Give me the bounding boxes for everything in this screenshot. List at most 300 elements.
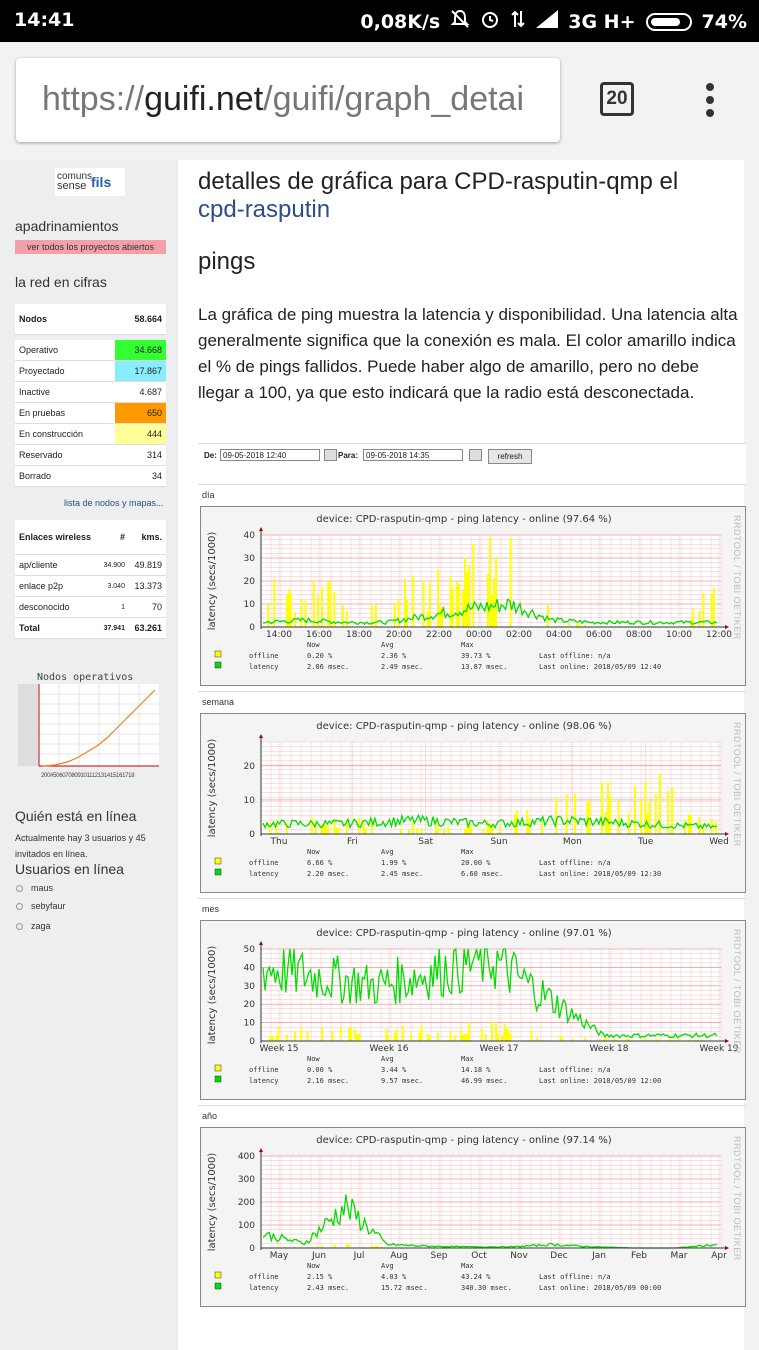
x-tick-label: Aug bbox=[390, 1251, 408, 1261]
offline-bar bbox=[576, 623, 578, 627]
offline-bar bbox=[491, 595, 493, 627]
offline-legend-label: offline bbox=[249, 859, 279, 867]
graph-section-label: año bbox=[202, 1111, 218, 1121]
page-title bbox=[198, 168, 738, 224]
offline-bar bbox=[458, 584, 460, 627]
signal-icon bbox=[536, 10, 558, 33]
offline-bar bbox=[437, 828, 439, 834]
offline-avg-value: 2.36 % bbox=[381, 652, 407, 660]
x-tick-label: 08:00 bbox=[626, 630, 652, 640]
logo-text-3: fils bbox=[91, 174, 112, 190]
offline-bar bbox=[634, 786, 636, 834]
offline-bar bbox=[346, 1244, 348, 1248]
offline-bar bbox=[649, 801, 651, 834]
link-row bbox=[15, 555, 166, 576]
section-divider bbox=[198, 484, 746, 485]
offline-bar bbox=[559, 1035, 561, 1041]
offline-bar bbox=[715, 822, 717, 834]
offline-bar bbox=[468, 565, 470, 627]
offline-bar bbox=[288, 589, 290, 627]
latency-avg-value: 9.57 msec. bbox=[381, 1077, 424, 1085]
y-tick-label: 30 bbox=[243, 554, 255, 564]
offline-bar bbox=[313, 581, 315, 627]
offline-bar bbox=[497, 1033, 499, 1041]
browser-toolbar bbox=[0, 42, 759, 160]
from-calendar-icon[interactable] bbox=[324, 449, 337, 461]
latency-now-value: 2.20 msec. bbox=[307, 870, 350, 878]
offline-bar bbox=[462, 1035, 464, 1041]
ping-latency-graph bbox=[200, 920, 746, 1100]
offline-bar bbox=[443, 828, 445, 834]
rrdtool-credit: RRDTOOL / TOBI OETIKER bbox=[732, 515, 742, 640]
node-link[interactable]: cpd-rasputin bbox=[198, 196, 331, 223]
offline-bar bbox=[628, 813, 630, 834]
clock: 14:41 bbox=[14, 9, 75, 31]
refresh-button[interactable]: refresh bbox=[488, 449, 532, 464]
node-status-table bbox=[15, 340, 166, 487]
x-tick-label: 00:00 bbox=[466, 630, 492, 640]
y-tick-label: 50 bbox=[243, 945, 255, 955]
rrdtool-credit: RRDTOOL / TOBI OETIKER bbox=[732, 1136, 742, 1261]
offline-bar bbox=[325, 827, 327, 834]
legend-head-now: Now bbox=[307, 1055, 320, 1063]
url-path: /guifi/graph_detai bbox=[263, 80, 525, 118]
graph-svg bbox=[201, 507, 747, 687]
graph-section-label: semana bbox=[202, 697, 235, 707]
offline-bar bbox=[485, 1034, 487, 1041]
open-projects-button[interactable]: ver todos los proyectos abiertos bbox=[15, 240, 166, 254]
latency-now-value: 2.06 msec. bbox=[307, 663, 350, 671]
offline-last-value: Last offline: n/a bbox=[539, 1066, 611, 1074]
x-tick-label: 18:00 bbox=[346, 630, 372, 640]
link-kms: 49.819 bbox=[129, 555, 166, 576]
offline-bar bbox=[450, 577, 452, 627]
sponsor-heading: apadrinamientos bbox=[15, 218, 119, 234]
y-axis-arrow bbox=[259, 527, 263, 531]
url-text[interactable] bbox=[42, 80, 524, 119]
node-status-row bbox=[15, 403, 166, 424]
offline-bar bbox=[711, 594, 713, 627]
offline-bar bbox=[421, 829, 423, 834]
latency-now-value: 2.16 msec. bbox=[307, 1077, 350, 1085]
node-status-value: 314 bbox=[115, 445, 166, 466]
to-calendar-icon[interactable] bbox=[469, 449, 482, 461]
offline-bar bbox=[468, 1022, 470, 1041]
offline-bar bbox=[437, 569, 439, 627]
offline-bar bbox=[421, 1025, 423, 1041]
offline-bar bbox=[294, 1031, 296, 1041]
x-tick-label: Sep bbox=[430, 1251, 448, 1261]
offline-bar bbox=[418, 1033, 420, 1041]
offline-bar bbox=[269, 1035, 271, 1041]
latency-last-value: Last online: 2018/05/09 12:30 bbox=[539, 870, 662, 878]
offline-bar bbox=[452, 588, 454, 627]
mute-icon bbox=[450, 9, 470, 34]
offline-bar bbox=[365, 828, 367, 834]
latency-max-value: 13.87 msec. bbox=[461, 663, 508, 671]
offline-bar bbox=[340, 1027, 342, 1041]
x-tick-label: 20:00 bbox=[386, 630, 412, 640]
nodes-maps-link[interactable]: lista de nodos y mapas... bbox=[64, 498, 164, 508]
offline-bar bbox=[568, 623, 570, 627]
y-tick-label: 10 bbox=[243, 795, 255, 806]
offline-bar bbox=[493, 578, 495, 627]
offline-bar bbox=[466, 572, 468, 627]
offline-bar bbox=[481, 1029, 483, 1041]
legend-head-max: Max bbox=[461, 848, 474, 856]
offline-bar bbox=[537, 1037, 539, 1041]
x-tick-label: 16:00 bbox=[306, 630, 332, 640]
battery-percent: 74% bbox=[701, 10, 747, 33]
node-status-label: Proyectado bbox=[15, 361, 115, 382]
offline-bar bbox=[400, 829, 402, 834]
link-kms: 63.261 bbox=[129, 618, 166, 639]
link-label: desconocido bbox=[15, 597, 98, 618]
to-date-input[interactable]: 09-05-2018 14:35 bbox=[363, 449, 463, 461]
more-vert-icon[interactable] bbox=[700, 80, 720, 122]
x-tick-label: Week 17 bbox=[479, 1044, 519, 1054]
offline-bar bbox=[508, 1030, 510, 1041]
x-tick-label: Week 16 bbox=[369, 1044, 409, 1054]
from-date-input[interactable]: 09-05-2018 12:40 bbox=[220, 449, 320, 461]
latency-max-value: 46.99 msec. bbox=[461, 1077, 508, 1085]
legend-head-avg: Avg bbox=[381, 1055, 394, 1063]
x-tick-label: Week 15 bbox=[259, 1044, 299, 1054]
offline-bar bbox=[655, 794, 657, 834]
graph-ylabel: latency (secs/1000) bbox=[207, 945, 218, 1045]
link-count: 3.040 bbox=[98, 576, 129, 597]
offline-bar bbox=[483, 828, 485, 834]
offline-bar bbox=[503, 1024, 505, 1041]
x-tick-label: Tue bbox=[637, 837, 654, 847]
node-status-value: 4.687 bbox=[115, 382, 166, 403]
date-range-form bbox=[198, 443, 746, 485]
x-axis-arrow bbox=[725, 1246, 729, 1250]
online-heading: Quién está en línea bbox=[15, 808, 137, 824]
node-status-row bbox=[15, 445, 166, 466]
alarm-icon bbox=[480, 9, 500, 34]
latency-avg-value: 2.49 msec. bbox=[381, 663, 424, 671]
offline-bar bbox=[429, 583, 431, 627]
x-tick-label: Fri bbox=[346, 837, 358, 847]
offline-bar bbox=[375, 605, 377, 627]
x-tick-label: Jan bbox=[592, 1251, 606, 1261]
y-axis-arrow bbox=[259, 734, 263, 738]
offline-last-value: Last offline: n/a bbox=[539, 652, 611, 660]
offline-max-value: 20.00 % bbox=[461, 859, 491, 867]
offline-bar bbox=[269, 823, 271, 834]
offline-bar bbox=[555, 797, 557, 834]
offline-now-value: 0.20 % bbox=[307, 652, 333, 660]
latency-swatch bbox=[215, 869, 221, 875]
from-label: De: bbox=[204, 451, 217, 460]
graph-svg bbox=[201, 714, 747, 894]
online-user[interactable]: sebyfaur bbox=[16, 901, 66, 911]
graph-svg bbox=[201, 1128, 747, 1308]
y-tick-label: 20 bbox=[243, 761, 255, 772]
latency-swatch bbox=[215, 662, 221, 668]
offline-bar bbox=[464, 558, 466, 627]
offline-swatch bbox=[215, 1065, 221, 1071]
sidebar bbox=[0, 160, 178, 1350]
offline-bar bbox=[321, 1027, 323, 1041]
node-status-value: 34.668 bbox=[115, 340, 166, 361]
offline-bar bbox=[617, 801, 619, 834]
offline-bar bbox=[454, 1035, 456, 1041]
mini-chart-title: Nodos operativos bbox=[37, 672, 134, 683]
link-count: 1 bbox=[98, 597, 129, 618]
offline-bar bbox=[356, 1034, 358, 1041]
offline-bar bbox=[506, 1028, 508, 1041]
offline-bar bbox=[510, 538, 512, 627]
offline-bar bbox=[323, 825, 325, 834]
x-tick-label: Mar bbox=[670, 1251, 688, 1261]
x-tick-label: Sun bbox=[490, 837, 508, 847]
offline-bar bbox=[495, 557, 497, 627]
graph-ylabel: latency (secs/1000) bbox=[207, 531, 218, 631]
nodes-label: Nodos bbox=[15, 304, 91, 335]
node-status-value: 650 bbox=[115, 403, 166, 424]
offline-bar bbox=[489, 537, 491, 627]
graph-title: device: CPD-rasputin-qmp - ping latency - online (97.64 %) bbox=[316, 514, 612, 525]
offline-bar bbox=[348, 1244, 350, 1248]
offline-legend-label: offline bbox=[249, 652, 279, 660]
offline-bar bbox=[271, 1036, 273, 1041]
graph-section-label: día bbox=[202, 490, 215, 500]
section-divider bbox=[198, 898, 746, 899]
link-row bbox=[15, 618, 166, 639]
x-tick-label: 22:00 bbox=[426, 630, 452, 640]
y-axis-arrow bbox=[259, 941, 263, 945]
y-tick-label: 10 bbox=[243, 600, 255, 610]
legend-head-now: Now bbox=[307, 641, 320, 649]
offline-bar bbox=[329, 582, 331, 627]
links-header-row bbox=[15, 520, 166, 555]
offline-bar bbox=[487, 574, 489, 627]
node-status-label: Operativo bbox=[15, 340, 115, 361]
rrdtool-credit: RRDTOOL / TOBI OETIKER bbox=[732, 722, 742, 847]
latency-avg-value: 2.45 msec. bbox=[381, 870, 424, 878]
graph-ylabel: latency (secs/1000) bbox=[207, 738, 218, 838]
offline-bar bbox=[416, 828, 418, 834]
offline-bar bbox=[607, 782, 609, 834]
offline-bar bbox=[437, 1033, 439, 1041]
mini-chart-xlabels: 200#506070809101112131415161718 bbox=[41, 773, 135, 779]
offline-bar bbox=[338, 828, 340, 834]
offline-bar bbox=[605, 1037, 607, 1041]
node-status-label: Inactive bbox=[15, 382, 115, 403]
offline-bar bbox=[462, 590, 464, 627]
offline-bar bbox=[336, 828, 338, 834]
offline-bar bbox=[278, 1028, 280, 1041]
latency-last-value: Last online: 2018/05/09 00:00 bbox=[539, 1284, 662, 1292]
node-status-row bbox=[15, 340, 166, 361]
legend-head-avg: Avg bbox=[381, 641, 394, 649]
offline-swatch bbox=[215, 858, 221, 864]
x-tick-label: 06:00 bbox=[586, 630, 612, 640]
offline-last-value: Last offline: n/a bbox=[539, 859, 611, 867]
graph-type-heading: pings bbox=[198, 248, 256, 275]
ping-latency-graph bbox=[200, 506, 746, 686]
node-status-value: 17.867 bbox=[115, 361, 166, 382]
graph-title: device: CPD-rasputin-qmp - ping latency - online (98.06 %) bbox=[316, 721, 612, 732]
offline-bar bbox=[387, 1035, 389, 1041]
node-status-label: En pruebas bbox=[15, 403, 115, 424]
offline-bar bbox=[456, 581, 458, 627]
offline-bar bbox=[501, 1035, 503, 1041]
x-tick-label: Wed bbox=[709, 837, 729, 847]
online-user[interactable]: zaga bbox=[16, 921, 51, 931]
x-axis-arrow bbox=[725, 625, 729, 629]
links-col-label: Enlaces wireless bbox=[15, 520, 98, 555]
latency-swatch bbox=[215, 1283, 221, 1289]
x-tick-label: Nov bbox=[510, 1251, 528, 1261]
graph-ylabel: latency (secs/1000) bbox=[207, 1152, 218, 1252]
x-tick-label: Mon bbox=[562, 837, 582, 847]
offline-legend-label: offline bbox=[249, 1066, 279, 1074]
legend-head-max: Max bbox=[461, 1262, 474, 1270]
section-divider bbox=[198, 691, 746, 692]
rrdtool-credit: RRDTOOL / TOBI OETIKER bbox=[732, 929, 742, 1054]
url-scheme: https:// bbox=[42, 80, 145, 118]
offline-bar bbox=[385, 1029, 387, 1041]
offline-bar bbox=[460, 1028, 462, 1041]
link-row bbox=[15, 576, 166, 597]
y-tick-label: 10 bbox=[243, 1018, 255, 1029]
offline-bar bbox=[566, 794, 568, 834]
offline-bar bbox=[406, 600, 408, 627]
stats-heading: la red en cifras bbox=[15, 274, 107, 290]
data-arrows-icon bbox=[510, 9, 526, 34]
to-label: Para: bbox=[338, 451, 359, 460]
offline-bar bbox=[311, 817, 313, 834]
latency-legend-label: latency bbox=[249, 870, 279, 878]
offline-bar bbox=[510, 1034, 512, 1041]
y-tick-label: 0 bbox=[249, 623, 255, 633]
offline-bar bbox=[472, 544, 474, 627]
offline-bar bbox=[447, 827, 449, 834]
link-kms: 70 bbox=[129, 597, 166, 618]
offline-bar bbox=[713, 588, 715, 627]
offline-bar bbox=[327, 825, 329, 834]
y-tick-label: 30 bbox=[243, 981, 255, 992]
offline-bar bbox=[574, 793, 576, 834]
node-status-value: 444 bbox=[115, 424, 166, 445]
x-tick-label: 04:00 bbox=[546, 630, 572, 640]
comunsensefils-logo[interactable] bbox=[55, 168, 125, 196]
latency-legend-label: latency bbox=[249, 1284, 279, 1292]
offline-bar bbox=[300, 599, 302, 627]
offline-bar bbox=[408, 829, 410, 834]
legend-head-max: Max bbox=[461, 641, 474, 649]
offline-bar bbox=[499, 826, 501, 834]
offline-bar bbox=[698, 611, 700, 627]
offline-bar bbox=[609, 796, 611, 834]
latency-swatch bbox=[215, 1076, 221, 1082]
node-status-row bbox=[15, 361, 166, 382]
offline-max-value: 14.18 % bbox=[461, 1066, 491, 1074]
nodes-total: 58.664 bbox=[91, 304, 166, 335]
offline-bar bbox=[410, 1033, 412, 1041]
offline-bar bbox=[327, 581, 329, 627]
x-tick-label: May bbox=[269, 1251, 289, 1261]
offline-swatch bbox=[215, 1272, 221, 1278]
x-axis-arrow bbox=[725, 832, 729, 836]
tab-switcher-button[interactable]: 20 bbox=[600, 82, 634, 116]
latency-max-value: 340.30 msec. bbox=[461, 1284, 512, 1292]
offline-now-value: 2.15 % bbox=[307, 1273, 333, 1281]
offline-bar bbox=[466, 1033, 468, 1041]
graph-title: device: CPD-rasputin-qmp - ping latency - online (97.14 %) bbox=[316, 1135, 612, 1146]
offline-bar bbox=[464, 1034, 466, 1041]
logo-text-1: comuns bbox=[57, 171, 93, 182]
url-bar[interactable] bbox=[16, 58, 560, 142]
latency-now-value: 2.43 msec. bbox=[307, 1284, 350, 1292]
y-tick-label: 400 bbox=[237, 1152, 255, 1162]
offline-bar bbox=[464, 829, 466, 834]
offline-bar bbox=[348, 1028, 350, 1041]
latency-last-value: Last online: 2018/05/09 12:00 bbox=[539, 1077, 662, 1085]
offline-avg-value: 1.99 % bbox=[381, 859, 407, 867]
x-tick-label: 12:00 bbox=[706, 630, 732, 640]
y-tick-label: 300 bbox=[237, 1175, 255, 1185]
network-type: 3G H+ bbox=[568, 10, 636, 33]
link-label: ap/cliente bbox=[15, 555, 98, 576]
legend-head-now: Now bbox=[307, 848, 320, 856]
offline-bar bbox=[358, 1033, 360, 1041]
x-tick-label: Sat bbox=[418, 837, 434, 847]
grid-lines bbox=[261, 742, 721, 834]
legend-head-avg: Avg bbox=[381, 848, 394, 856]
offline-bar bbox=[333, 819, 335, 834]
offline-bar bbox=[307, 1031, 309, 1041]
links-table bbox=[15, 520, 166, 639]
offline-bar bbox=[487, 821, 489, 834]
y-tick-label: 0 bbox=[249, 1244, 255, 1254]
node-status-label: Reservado bbox=[15, 445, 115, 466]
offline-bar bbox=[286, 1034, 288, 1041]
offline-bar bbox=[601, 782, 603, 834]
offline-bar bbox=[346, 611, 348, 627]
logo-text-2: sense bbox=[57, 180, 87, 192]
offline-max-value: 43.24 % bbox=[461, 1273, 491, 1281]
node-status-value: 34 bbox=[115, 466, 166, 487]
link-count: 37.941 bbox=[98, 618, 129, 639]
offline-bar bbox=[640, 800, 642, 834]
network-speed: 0,08K/s bbox=[360, 10, 441, 33]
latency-max-value: 6.60 msec. bbox=[461, 870, 504, 878]
offline-bar bbox=[541, 821, 543, 834]
node-status-label: En construcción bbox=[15, 424, 115, 445]
offline-bar bbox=[588, 800, 590, 834]
links-col-count: # bbox=[98, 520, 129, 555]
offline-now-value: 6.66 % bbox=[307, 859, 333, 867]
ping-latency-graph bbox=[200, 713, 746, 893]
link-count: 34.900 bbox=[98, 555, 129, 576]
y-tick-label: 40 bbox=[243, 531, 255, 541]
x-tick-label: Week 19 bbox=[699, 1044, 739, 1054]
offline-bar bbox=[412, 823, 414, 834]
operational-nodes-mini-chart bbox=[15, 672, 166, 784]
offline-last-value: Last offline: n/a bbox=[539, 1273, 611, 1281]
url-host: guifi.net bbox=[144, 80, 264, 118]
node-status-label: Borrado bbox=[15, 466, 115, 487]
node-status-row bbox=[15, 424, 166, 445]
x-tick-label: Apr bbox=[711, 1251, 727, 1261]
offline-max-value: 39.73 % bbox=[461, 652, 491, 660]
online-user[interactable]: maus bbox=[16, 883, 53, 893]
ping-latency-graph bbox=[200, 1127, 746, 1307]
